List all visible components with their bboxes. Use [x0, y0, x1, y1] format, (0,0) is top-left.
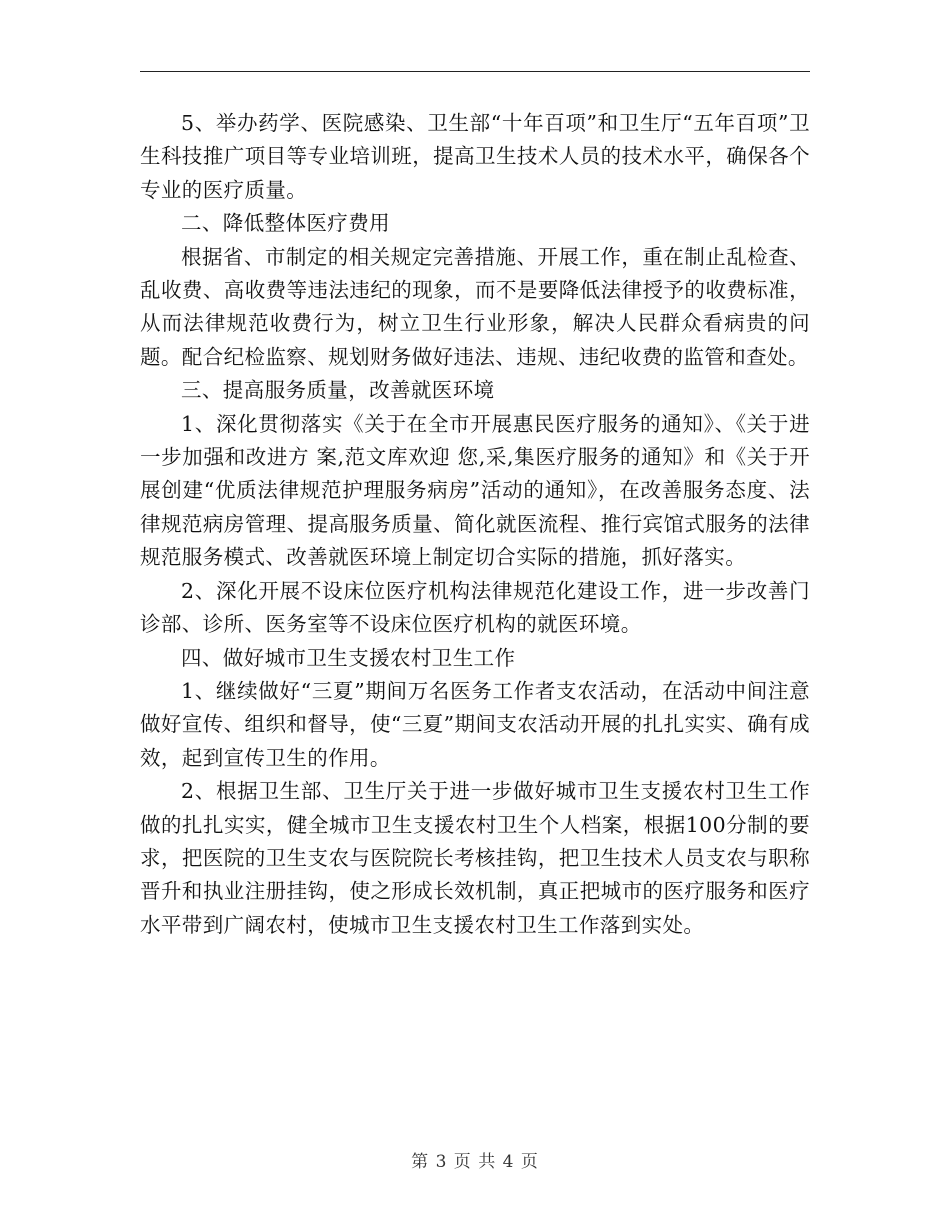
section-heading-service-quality: 三、提高服务质量，改善就医环境 — [181, 378, 495, 403]
section-heading-rural-support: 四、做好城市卫生支援农村卫生工作 — [181, 645, 516, 670]
paragraph-service-item-2: 2、深化开展不设床位医疗机构法律规范化建设工作，进一步改善门诊部、诊所、医务室等不设床位医疗机构的就医环境。 — [140, 578, 810, 637]
document-body — [140, 107, 810, 942]
page-number-footer: 第 3 页 共 4 页 — [411, 1152, 539, 1172]
paragraph-item-5: 5、举办药学、医院感染、卫生部“十年百项”和卫生厅“五年百项”卫生科技推广项目等专业培训班，提高卫生技术人员的技术水平，确保各个专业的医疗质量。 — [140, 111, 810, 202]
paragraph-rural-item-2: 2、根据卫生部、卫生厅关于进一步做好城市卫生支援农村卫生工作做的扎扎实实，健全城市卫生支援农村卫生个人档案，根据100分制的要求，把医院的卫生支农与医院院长考核挂钩，把卫生技术人员支农与职称晋升和执业注册挂钩，使之形成长效机制，真正把城市的医疗服务和医疗水平带到广阔农村，使城市卫生支援农村卫生工作落到实处。 — [140, 779, 810, 937]
paragraph-cost-control: 根据省、市制定的相关规定完善措施、开展工作，重在制止乱检查、乱收费、高收费等违法违纪的现象，而不是要降低法律授予的收费标准，从而法律规范收费行为，树立卫生行业形象，解决人民群众看病贵的问题。配合纪检监察、规划财务做好违法、违规、违纪收费的监管和查处。 — [140, 244, 810, 369]
paragraph-rural-item-1: 1、继续做好“三夏”期间万名医务工作者支农活动，在活动中间注意做好宣传、组织和督导，使“三夏”期间支农活动开展的扎扎实实、确有成效，起到宣传卫生的作用。 — [140, 678, 810, 770]
paragraph-service-item-1: 1、深化贯彻落实《关于在全市开展惠民医疗服务的通知》、《关于进一步加强和改进方 案,范文库欢迎 您,采,集医疗服务的通知》和《关于开展创建“优质法律规范护理服务病房”活动的通知》，在改善服务态度、法律规范病房管理、提高服务质量、简化就医流程、推行宾馆式服务的法律规范服务模式、改善就医环境上制定切合实际的措施，抓好落实。 — [140, 411, 810, 570]
header-rule — [140, 71, 810, 72]
section-heading-reduce-costs: 二、降低整体医疗费用 — [181, 211, 390, 236]
